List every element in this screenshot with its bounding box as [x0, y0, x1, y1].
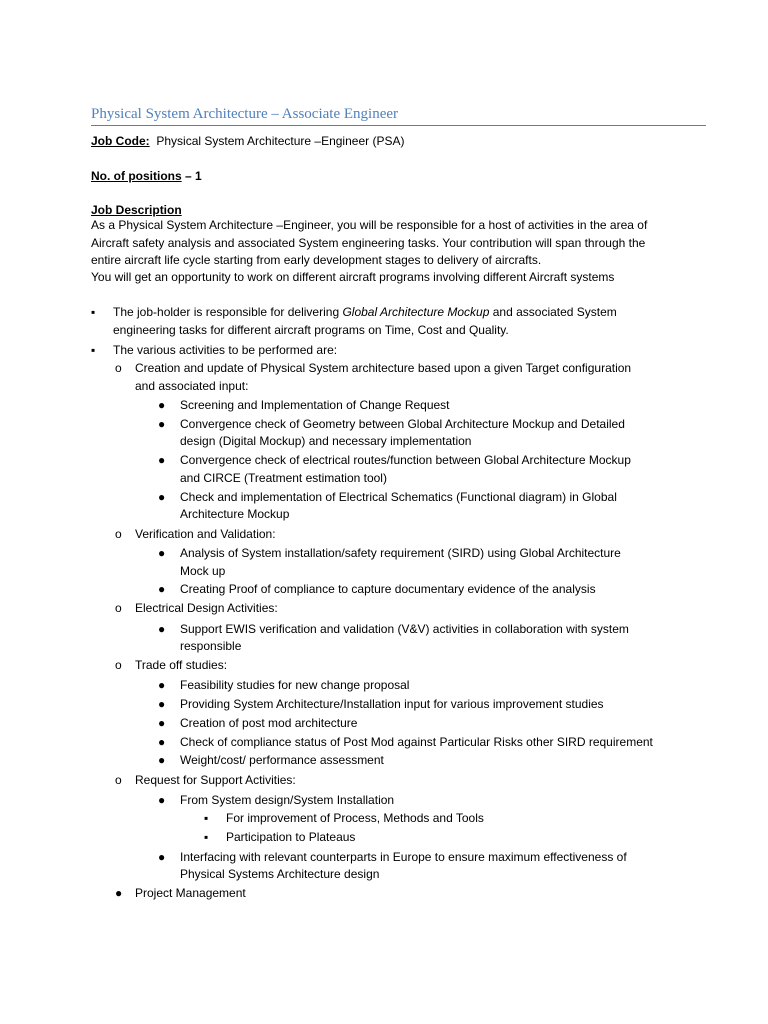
circle-bullet-marker: o [115, 658, 122, 672]
list-item: Creating Proof of compliance to capture documentary evidence of the analysis [180, 582, 596, 596]
list-item-project-management: Project Management [135, 886, 246, 900]
list-item: Weight/cost/ performance assessment [180, 753, 384, 767]
dot-bullet-marker: ● [158, 753, 166, 767]
list-item: Convergence check of electrical routes/function between Global Architecture Mockup [180, 453, 631, 467]
list-item: Interfacing with relevant counterparts in Europe to ensure maximum effectiveness of [180, 850, 627, 864]
dot-bullet-marker: ● [158, 678, 166, 692]
page-title: Physical System Architecture – Associate Engineer [91, 106, 399, 122]
dot-bullet-marker: ● [158, 546, 166, 560]
bullet-text: and associated System [489, 305, 617, 319]
dot-bullet-marker: ● [158, 716, 166, 730]
list-item-cont: responsible [180, 639, 242, 653]
list-item-cont: Mock up [180, 564, 226, 578]
description-line: You will get an opportunity to work on different aircraft programs involving different Aircraft systems [91, 270, 615, 284]
sub-list-item: Participation to Plateaus [226, 830, 356, 844]
dot-bullet-marker: ● [158, 490, 166, 504]
bullet-italic-text: Global Architecture Mockup [342, 305, 490, 319]
list-item: Check of compliance status of Post Mod against Particular Risks other SIRD requirement [180, 735, 653, 749]
dot-bullet-marker: ● [158, 735, 166, 749]
bullet-text: The job-holder is responsible for delivering [113, 305, 343, 319]
dot-bullet-marker: ● [158, 582, 166, 596]
dot-bullet-marker: ● [158, 453, 166, 467]
positions-value: – 1 [185, 169, 202, 183]
circle-bullet-marker: o [115, 361, 122, 375]
sub-list-item: For improvement of Process, Methods and Tools [226, 811, 484, 825]
positions-label: No. of positions [91, 169, 182, 183]
list-item: Creation of post mod architecture [180, 716, 358, 730]
square-bullet-marker: ▪ [204, 811, 209, 825]
list-item: Analysis of System installation/safety requirement (SIRD) using Global Architecture [180, 546, 621, 560]
square-bullet-marker: ▪ [91, 305, 96, 319]
description-line: As a Physical System Architecture –Engineer, you will be responsible for a host of activities in the area of [91, 218, 648, 232]
bullet-activities: The various activities to be performed are: [113, 343, 338, 357]
job-code-value: Physical System Architecture –Engineer (PSA) [156, 134, 405, 148]
positions-line [91, 167, 202, 185]
dot-bullet-marker: ● [158, 417, 166, 431]
description-line: Aircraft safety analysis and associated System engineering tasks. Your contribution will span through the [91, 236, 646, 250]
dot-bullet-marker: ● [158, 622, 166, 636]
section-creation: Creation and update of Physical System architecture based upon a given Target configuration [135, 361, 632, 375]
list-item-cont: Architecture Mockup [180, 507, 290, 521]
dot-bullet-marker: ● [158, 398, 166, 412]
circle-bullet-marker: o [115, 601, 122, 615]
section-electrical: Electrical Design Activities: [135, 601, 278, 615]
job-code-label: Job Code: [91, 134, 150, 148]
list-item: Convergence check of Geometry between Global Architecture Mockup and Detailed [180, 417, 625, 431]
dot-bullet-marker: ● [158, 793, 166, 807]
section-creation-cont: and associated input: [135, 379, 249, 393]
list-item: From System design/System Installation [180, 793, 395, 807]
dot-bullet-marker: ● [158, 697, 166, 711]
job-code-line [91, 132, 404, 150]
bullet-responsibility [113, 303, 617, 321]
list-item: Screening and Implementation of Change Request [180, 398, 450, 412]
list-item-cont: Physical Systems Architecture design [180, 867, 380, 881]
list-item: Feasibility studies for new change proposal [180, 678, 410, 692]
bullet-responsibility-cont: engineering tasks for different aircraft programs on Time, Cost and Quality. [113, 323, 509, 337]
section-request: Request for Support Activities: [135, 773, 296, 787]
title-underline-rule [91, 125, 706, 126]
list-item-cont: design (Digital Mockup) and necessary implementation [180, 434, 472, 448]
section-verification: Verification and Validation: [135, 527, 276, 541]
square-bullet-marker: ▪ [204, 830, 209, 844]
list-item: Support EWIS verification and validation (V&V) activities in collaboration with system [180, 622, 629, 636]
description-line: entire aircraft life cycle starting from early development stages to delivery of aircrafts. [91, 253, 542, 267]
list-item: Check and implementation of Electrical Schematics (Functional diagram) in Global [180, 490, 617, 504]
section-tradeoff: Trade off studies: [135, 658, 228, 672]
list-item: Providing System Architecture/Installation input for various improvement studies [180, 697, 604, 711]
job-description-heading: Job Description [91, 203, 182, 217]
circle-bullet-marker: o [115, 527, 122, 541]
dot-bullet-marker: ● [158, 850, 166, 864]
dot-bullet-marker: ● [115, 886, 123, 900]
circle-bullet-marker: o [115, 773, 122, 787]
square-bullet-marker: ▪ [91, 343, 96, 357]
list-item-cont: and CIRCE (Treatment estimation tool) [180, 471, 387, 485]
